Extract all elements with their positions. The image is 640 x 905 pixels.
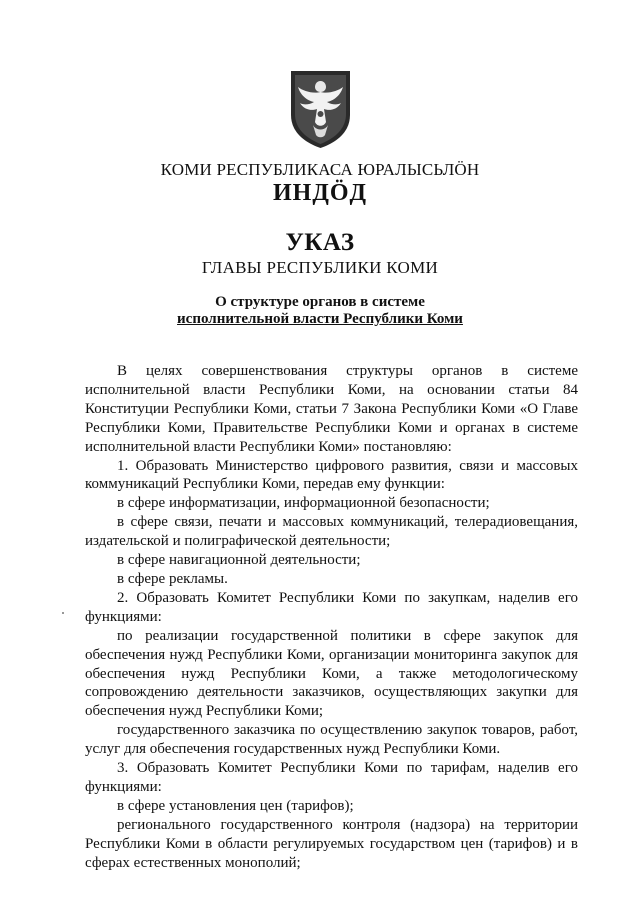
document-title-line-1: О структуре органов в системе [215, 294, 425, 310]
komi-coat-of-arms-icon [287, 67, 354, 150]
header-region-name: КОМИ РЕСПУБЛИКАСА ЮРАЛЫСЬЛӦН [160, 160, 480, 179]
paragraph: в сфере связи, печати и массовых коммуникаций, телерадиовещания, издательской и полиграфической деятельности; [85, 514, 578, 550]
paragraph: в сфере установления цен (тарифов); [117, 797, 354, 814]
paragraph: в сфере навигационной деятельности; [117, 552, 361, 569]
paragraph: регионального государственного контроля (надзора) на территории Республики Коми в области регулируемых государством цен (тарифов) и в сферах естественных монополий; [85, 816, 578, 871]
paragraph: государственного заказчика по осуществлению закупок товаров, работ, услуг для обеспечения государственных нужд Республики Коми. [85, 722, 578, 758]
document-body [85, 362, 578, 872]
paragraph: 1. Образовать Министерство цифрового развития, связи и массовых коммуникаций Республики Коми, передав ему функции: [85, 457, 578, 493]
paragraph: в сфере информатизации, информационной безопасности; [117, 495, 490, 512]
paragraph: в сфере рекламы. [117, 570, 228, 587]
paragraph: В целях совершенствования структуры органов в системе исполнительной власти Республики Коми, на основании статьи 84 Конституции Республики Коми, статьи 7 Закона Республики Коми «О Главе Республики Коми, Правительстве Республики Коми и органах в системе исполнительной власти Республики Коми» постановляю: [85, 363, 578, 455]
paragraph: 2. Образовать Комитет Республики Коми по закупкам, наделив его функциями: [85, 589, 578, 625]
scan-artifact [62, 612, 64, 614]
header-issuer: ГЛАВЫ РЕСПУБЛИКИ КОМИ [201, 258, 439, 277]
paragraph: по реализации государственной политики в сфере закупок для обеспечения нужд Республики Коми, организации мониторинга закупок для обеспечения нужд Республики Коми, а также методологическому сопровождению деятельности заказчиков, осуществляющих закупки для обеспечения нужд Республики Коми; [85, 627, 578, 720]
document-title-line-2: исполнительной власти Республики Коми [177, 311, 463, 327]
header-decree-title: УКАЗ [285, 229, 355, 256]
paragraph: 3. Образовать Комитет Республики Коми по тарифам, наделив его функциями: [85, 760, 578, 795]
header-decree-komi: ИНДӦД [272, 180, 368, 206]
